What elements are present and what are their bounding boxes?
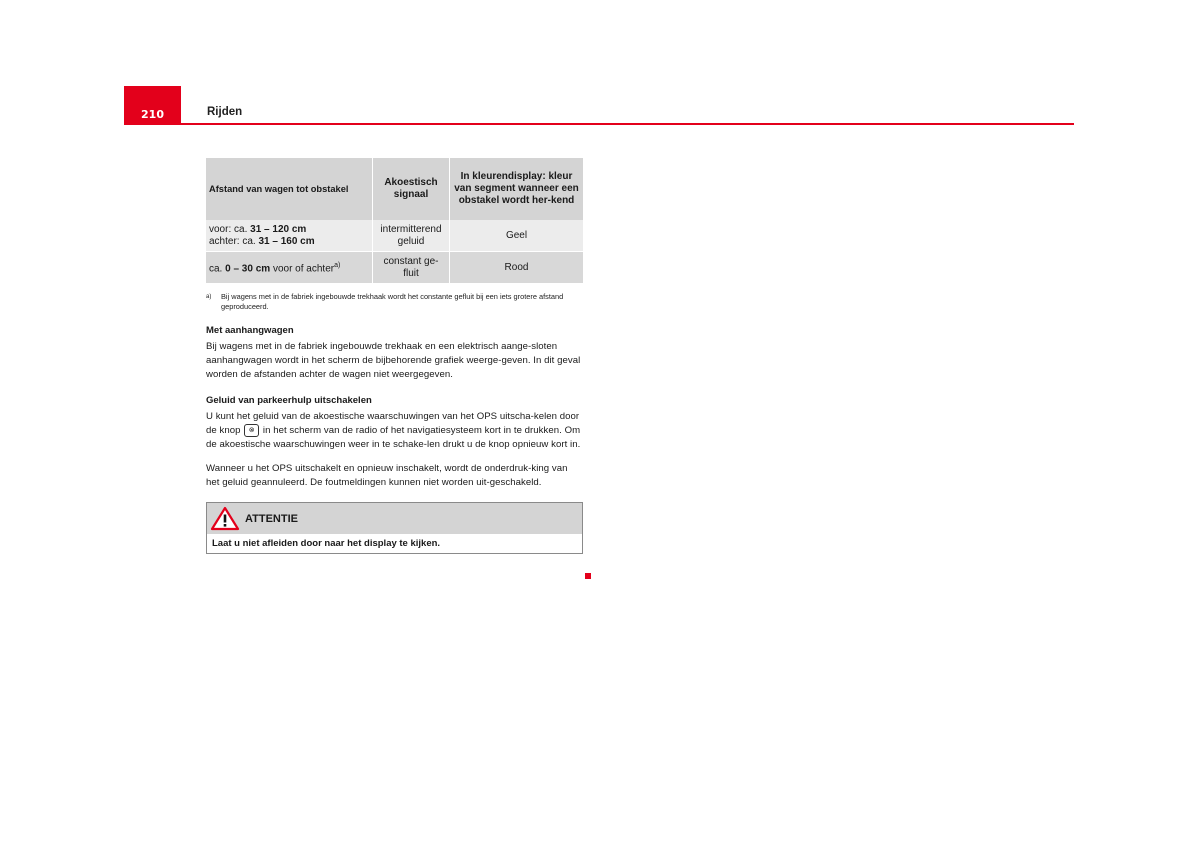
distance-table: [206, 158, 583, 283]
distance-front-prefix: voor: ca.: [209, 223, 251, 235]
section-heading-trailer: Met aanhangwagen: [206, 325, 294, 336]
footnote-mark: a): [206, 294, 212, 300]
paragraph-sound-1-end: in het scherm van de radio of het navigatiesysteem kort in te drukken. Om de akoestische waarschuwingen weer in te schake-len drukt u de knop opnieuw kort in.: [206, 425, 581, 451]
table-row: [206, 220, 583, 252]
table-cell-color: Geel: [450, 220, 584, 252]
footnote-text: Bij wagens met in de fabriek ingebouwde trekhaak wordt het constante gefluit bij een iets grotere afstand geproduceerd.: [221, 292, 564, 311]
table-cell-distance: [206, 220, 373, 252]
section-end-marker: [585, 573, 591, 579]
table-cell-distance: [206, 252, 373, 284]
distance-front-value: 31 – 120 cm: [250, 223, 307, 235]
column-header-signal: Akoestisch signaal: [373, 158, 450, 220]
table-header-row: [206, 158, 583, 220]
distance-suffix: voor of achter: [270, 263, 335, 275]
warning-title: ATTENTIE: [245, 512, 298, 525]
main-content: [206, 158, 583, 554]
section-heading-sound: Geluid van parkeerhulp uitschakelen: [206, 395, 372, 406]
chapter-title: Rijden: [207, 106, 243, 118]
distance-rear-prefix: achter: ca.: [209, 235, 259, 247]
distance-prefix: ca.: [209, 263, 226, 275]
header-rule: [124, 123, 1074, 125]
table-row: [206, 252, 583, 284]
footnote-reference: a): [334, 261, 341, 269]
page-number-box: [124, 86, 181, 123]
warning-header: [207, 503, 582, 534]
column-header-distance: Afstand van wagen tot obstakel: [206, 158, 373, 220]
distance-rear-value: 31 – 160 cm: [258, 235, 315, 247]
table-cell-signal: constant ge-fluit: [373, 252, 450, 284]
footnote: [206, 292, 583, 312]
mute-button-icon: ⊗: [244, 424, 259, 437]
paragraph-trailer: Bij wagens met in de fabriek ingebouwde trekhaak en een elektrisch aange-sloten aanhangwagen wordt in het scherm de bijbehorende grafiek weerge-geven. In dit geval worden de afstanden achter de wagen niet weergegeven.: [206, 341, 581, 380]
warning-triangle-icon: [210, 506, 240, 531]
warning-text: Laat u niet afleiden door naar het display te kijken.: [207, 534, 582, 553]
warning-box: [206, 502, 583, 554]
column-header-color: In kleurendisplay: kleur van segment wanneer een obstakel wordt her-kend: [450, 158, 584, 220]
table-cell-color: Rood: [450, 252, 584, 284]
table-cell-signal: intermitterend geluid: [373, 220, 450, 252]
paragraph-sound-1: [206, 410, 583, 452]
paragraph-sound-1-start: U kunt het geluid van de akoestische waarschuwingen van het OPS uitscha-kelen door de knop: [206, 411, 580, 437]
page-number: 210: [141, 108, 164, 121]
paragraph-sound-2: Wanneer u het OPS uitschakelt en opnieuw inschakelt, wordt de onderdruk-king van het geluid geannuleerd. De foutmeldingen kunnen niet worden uit-geschakeld.: [206, 463, 568, 489]
distance-value: 0 – 30 cm: [225, 263, 271, 275]
